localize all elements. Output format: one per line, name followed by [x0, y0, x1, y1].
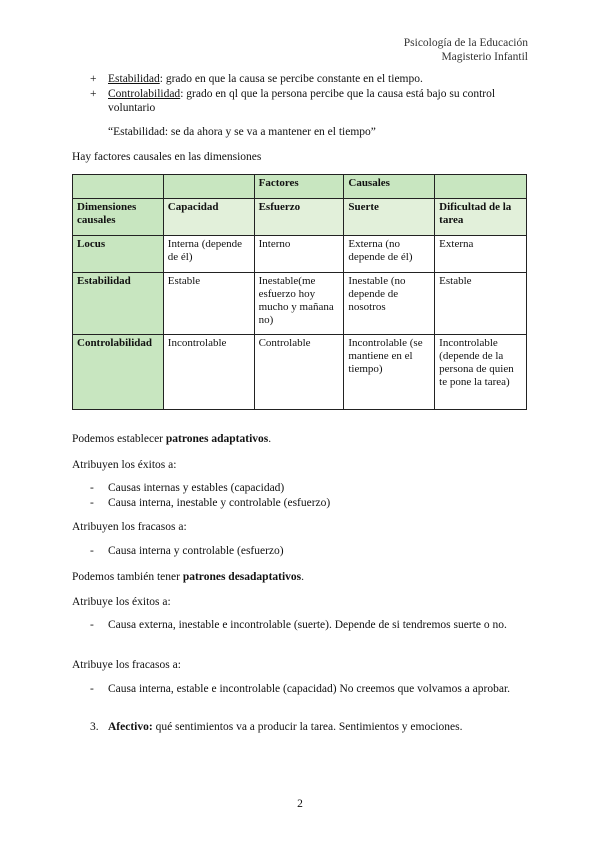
maladaptive-success-list	[90, 618, 530, 633]
dash-bullet-icon: -	[90, 497, 94, 509]
affective-text: qué sentimientos va a producir la tarea. Sentimientos y emociones.	[152, 721, 463, 733]
table-cell: Externa	[435, 236, 527, 273]
adaptive-patterns-term: patrones adaptativos	[165, 433, 269, 445]
list-item: - Causa interna y controlable (esfuerzo)	[90, 545, 284, 557]
dash-bullet-icon: -	[90, 683, 94, 695]
adaptive-success-list	[90, 481, 530, 511]
stability-quote: “Estabilidad: se da ahora y se va a mantener en el tiempo”	[108, 126, 376, 138]
table-header-row	[73, 199, 527, 236]
page-header	[404, 36, 528, 64]
table-header-cell: Dimensiones causales	[73, 199, 164, 236]
table-cell: Estable	[163, 273, 254, 335]
adaptive-patterns-intro: Podemos establecer patrones adaptativos.	[72, 433, 272, 445]
definition-term: Controlabilidad	[108, 88, 181, 100]
definition-list	[90, 72, 530, 116]
list-item: - Causa interna, estable e incontrolable (capacidad) No creemos que volvamos a aprobar.	[90, 683, 511, 695]
adaptive-success-heading: Atribuyen los éxitos a:	[72, 459, 177, 471]
table-row-header: Controlabilidad	[73, 335, 164, 410]
table-cell: Incontrolable	[163, 335, 254, 410]
adaptive-failure-heading: Atribuyen los fracasos a:	[72, 521, 187, 533]
table-cell: Estable	[435, 273, 527, 335]
table-cell	[73, 175, 164, 199]
header-degree: Magisterio Infantil	[441, 51, 528, 63]
table-cell: Incontrolable (se mantiene en el tiempo)	[344, 335, 435, 410]
table-row	[73, 236, 527, 273]
table-cell	[163, 175, 254, 199]
table-header-cell: Esfuerzo	[254, 199, 344, 236]
definition-item	[90, 72, 530, 86]
maladaptive-patterns-intro: Podemos también tener patrones desadaptativos.	[72, 571, 305, 583]
numbered-item-affective	[90, 721, 462, 733]
adaptive-failure-list	[90, 544, 530, 559]
maladaptive-patterns-term: patrones desadaptativos	[182, 571, 302, 583]
maladaptive-success-heading: Atribuye los éxitos a:	[72, 596, 171, 608]
table-cell: Factores	[254, 175, 344, 199]
table-row-header: Locus	[73, 236, 164, 273]
maladaptive-failure-heading: Atribuye los fracasos a:	[72, 659, 181, 671]
list-item: - Causas internas y estables (capacidad)	[90, 482, 285, 494]
table-cell: Inestable(me esfuerzo hoy mucho y mañana no)	[254, 273, 344, 335]
table-cell: Causales	[344, 175, 435, 199]
table-super-header-row	[73, 175, 527, 199]
table-row	[73, 273, 527, 335]
table-row-header: Estabilidad	[73, 273, 164, 335]
table-header-cell: Capacidad	[163, 199, 254, 236]
dash-bullet-icon: -	[90, 619, 94, 631]
table-cell: Interno	[254, 236, 344, 273]
plus-bullet-icon: +	[90, 73, 97, 85]
header-course: Psicología de la Educación	[403, 37, 528, 49]
item-number: 3.	[90, 721, 99, 733]
list-item: - Causa externa, inestable e incontrolable (suerte). Depende de si tendremos suerte o no.	[90, 619, 507, 631]
affective-term: Afectivo:	[108, 721, 153, 733]
page-number: 2	[297, 798, 303, 810]
dash-bullet-icon: -	[90, 482, 94, 494]
dash-bullet-icon: -	[90, 545, 94, 557]
causal-dimensions-table	[72, 174, 527, 410]
table-cell: Incontrolable (depende de la persona de quien te pone la tarea)	[435, 335, 527, 410]
definition-text: : grado en que la causa se percibe constante en el tiempo.	[159, 73, 423, 85]
definition-text: : grado en ql que la persona percibe que la causa está bajo su control voluntario	[108, 88, 496, 114]
table-cell: Controlable	[254, 335, 344, 410]
table-header-cell: Dificultad de la tarea	[435, 199, 527, 236]
table-row	[73, 335, 527, 410]
table-cell: Interna (depende de él)	[163, 236, 254, 273]
table-intro: Hay factores causales en las dimensiones	[72, 151, 262, 163]
table-cell: Inestable (no depende de nosotros	[344, 273, 435, 335]
definition-item	[90, 87, 530, 115]
table-cell	[435, 175, 527, 199]
list-item: - Causa interna, inestable y controlable (esfuerzo)	[90, 497, 331, 509]
maladaptive-failure-list	[90, 682, 530, 697]
table-header-cell: Suerte	[344, 199, 435, 236]
table-cell: Externa (no depende de él)	[344, 236, 435, 273]
plus-bullet-icon: +	[90, 88, 97, 100]
definition-term: Estabilidad	[108, 73, 160, 85]
